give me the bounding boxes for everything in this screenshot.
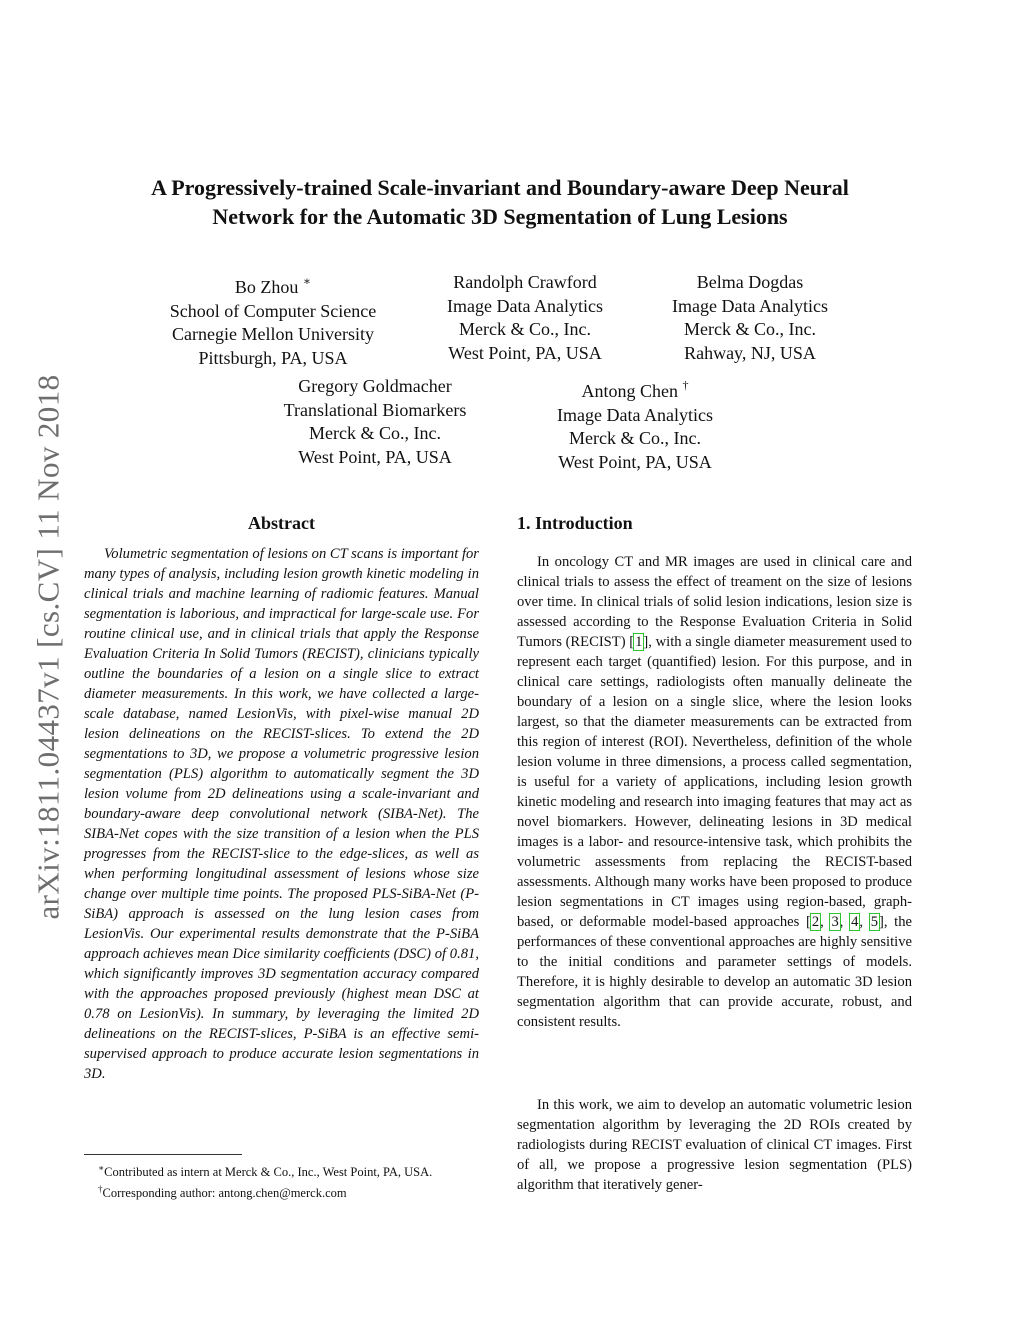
- citation-link[interactable]: 1: [635, 634, 643, 650]
- author-dept: Image Data Analytics: [447, 295, 603, 316]
- author-block: [142, 271, 404, 370]
- citation-separator: ,: [859, 914, 870, 930]
- author-mark: †: [682, 378, 689, 392]
- author-org: Merck & Co., Inc.: [569, 428, 701, 448]
- intro-paragraph: [517, 552, 912, 1032]
- citation-link[interactable]: 5: [870, 914, 878, 930]
- footnotes: [84, 1160, 504, 1202]
- citation-separator: ,: [839, 914, 851, 930]
- footnote-text: Contributed as intern at Merck & Co., Inc., West Point, PA, USA.: [104, 1165, 433, 1180]
- arxiv-id-text: arXiv:1811.04437v1 [cs.CV] 11 Nov 2018: [30, 374, 66, 920]
- citation-link[interactable]: 4: [851, 914, 859, 930]
- footnote-mark: †: [98, 1184, 103, 1195]
- author-name: Gregory Goldmacher: [298, 376, 452, 396]
- author-org: Merck & Co., Inc.: [309, 423, 441, 443]
- author-location: Pittsburgh, PA, USA: [198, 347, 348, 368]
- citation-link[interactable]: 2: [811, 914, 820, 930]
- intro-text: ], the performances of these conventional approaches are highly sensitive to the initial conditions and parameter settings of models. Therefore, it is highly desirable to develop an automatic 3D lesion segmentation algorithm that can provide accurate, robust, and consistent results.: [517, 914, 912, 1030]
- author-location: Rahway, NJ, USA: [684, 342, 816, 363]
- author-location: West Point, PA, USA: [558, 451, 712, 472]
- author-name: Belma Dogdas: [696, 272, 804, 292]
- abstract-text: Volumetric segmentation of lesions on CT scans is important for many types of analysis, including lesion growth kinetic modeling in clinical trials and machine learning of radiomic features. Manual segmentation is laborious, and impractical for large-scale use. For routine clinical use, and in clinical trials that apply the Response Evaluation Criteria In Solid Tumors (RECIST), clinicians typically outline the boundaries of a lesion on a single slice to extract diameter measurements. In this work, we have collected a large-scale database, named LesionVis, with pixel-wise manual 2D lesion delineations on the RECIST-slices. To extend the 2D segmentations to 3D, we propose a volumetric progressive lesion segmentation (PLS) algorithm to automatically segment the 3D lesion volume from 2D delineations using a scale-invariant and boundary-aware deep convolutional network (SIBA-Net). The SIBA-Net copes with the size transition of a lesion when the PLS progresses from the RECIST-slice to the edge-slices, as well as when performing longitudinal assessment of lesions whose size change over multiple time points. The proposed PLS-SiBA-Net (P-SiBA) approach is assessed on the lung lesion cases from LesionVis. Our experimental results demonstrate that the P-SiBA approach achieves mean Dice similarity coefficients (DSC) of 0.81, which significantly improves 3D segmentation accuracy compared with the approaches proposed previously (highest mean DSC at 0.78 on LesionVis). In summary, by leveraging the limited 2D delineations on the RECIST-slices, P-SiBA is an effective semi-supervised approach to produce accurate lesion segmentations in 3D.: [84, 546, 479, 1082]
- author-name: Randolph Crawford: [453, 272, 597, 292]
- author-dept: Image Data Analytics: [672, 295, 828, 316]
- section-heading-introduction: 1. Introduction: [517, 513, 633, 533]
- author-dept: Translational Biomarkers: [283, 399, 467, 420]
- author-org: Carnegie Mellon University: [172, 324, 374, 344]
- author-block: [415, 271, 635, 365]
- intro-text: In oncology CT and MR images are used in clinical care and clinical trials to assess the effect of treament on the size of lesions over time. In clinical trials of solid lesion indications, lesion size is assessed according to the Response Evaluation Criteria in Solid Tumors (RECIST) [: [517, 554, 912, 650]
- footnote-text: Corresponding author: antong.chen@merck.com: [102, 1186, 347, 1201]
- citation-separator: ,: [820, 914, 831, 930]
- author-name: Antong Chen: [581, 381, 678, 401]
- author-block: [530, 375, 740, 474]
- footnote-divider: [84, 1154, 242, 1155]
- intro-text: ], with a single diameter measurement used to represent each target (quantified) lesion. For this purpose, and in clinical care settings, radiologists often manually delineate the boundary of a lesion on a single slice, where the lesion looks largest, so that the diameter measurements can be extracted from this region of interest (ROI). Nevertheless, definition of the whole lesion volume in three dimensions, a process called segmentation, is useful for a variety of applications, including lesion growth kinetic modeling and research into imaging features that may act as novel biomarkers. However, delineating lesions in 3D medical images is a labor- and resource-intensive task, which prohibits the volumetric assessments from replacing the RECIST-based assessments. Although many works have been proposed to produce lesion segmentations in CT images using region-based, graph-based, or deformable model-based approaches [: [517, 634, 912, 930]
- author-dept: Image Data Analytics: [557, 404, 713, 425]
- author-block: [645, 271, 855, 365]
- author-dept: School of Computer Science: [169, 300, 377, 321]
- title-line: Network for the Automatic 3D Segmentation of Lung Lesions: [212, 204, 788, 229]
- author-org: Merck & Co., Inc.: [459, 319, 591, 339]
- citation-link[interactable]: 3: [831, 914, 839, 930]
- footnote: [84, 1181, 504, 1202]
- author-mark: ∗: [302, 274, 312, 288]
- author-name: Bo Zhou: [234, 277, 299, 297]
- footnote-mark: ∗: [98, 1163, 105, 1173]
- title-line: A Progressively-trained Scale-invariant and Boundary-aware Deep Neural: [151, 175, 849, 200]
- author-org: Merck & Co., Inc.: [684, 319, 816, 339]
- footnote: [84, 1160, 504, 1181]
- intro-paragraph: In this work, we aim to develop an automatic volumetric lesion segmentation algorithm by leveraging the 2D ROIs created by radiologists during RECIST evaluation of clinical CT images. First of all, we propose a progressive lesion segmentation (PLS) algorithm that iteratively gener-: [517, 1097, 912, 1193]
- arxiv-identifier: [28, 347, 68, 947]
- abstract-heading: Abstract: [248, 513, 315, 533]
- paper-title: [100, 173, 900, 231]
- author-location: West Point, PA, USA: [298, 446, 452, 467]
- author-block: [260, 375, 490, 469]
- author-location: West Point, PA, USA: [448, 342, 602, 363]
